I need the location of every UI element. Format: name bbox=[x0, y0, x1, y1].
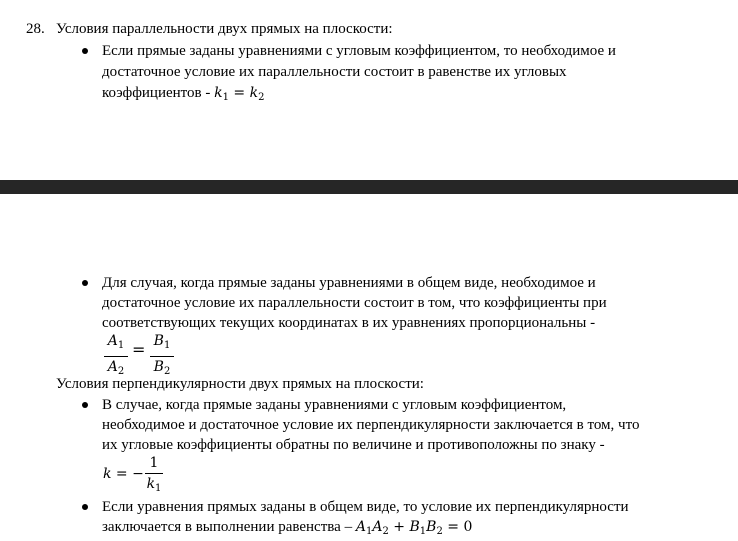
parallel-item1-line2: достаточное условие их параллельности состоит в равенстве их угловых bbox=[102, 64, 567, 80]
parallel-item1-line3 bbox=[102, 84, 264, 107]
perp-item2-line2-text: заключается в выполнении равенства – bbox=[102, 519, 356, 535]
perp-item1-line3: их угловые коэффициенты обратны по величине и противоположны по знаку - bbox=[102, 437, 605, 453]
bullet-icon bbox=[82, 504, 88, 510]
perp-item1-line2: необходимое и достаточное условие их перпендикулярности заключается в том, что bbox=[102, 417, 640, 433]
fraction-b1-b2: $B_1$ $B_2$ bbox=[150, 332, 174, 381]
formula-a1a2-b1b2: $A_1A_2 + B_1B_2 = 0$ bbox=[355, 519, 473, 537]
parallel-item2-line3: соответствующих текущих координатах в их уравнениях пропорциональны - bbox=[102, 315, 596, 331]
parallel-item1-line3-text: коэффициентов - bbox=[102, 85, 215, 101]
fraction-1-over-k1: 1 $k_1$ bbox=[146, 455, 162, 494]
formula-k1-eq-k2: $k_1 = k_2$ bbox=[214, 85, 265, 103]
parallel-item2-line1: Для случая, когда прямые заданы уравнениями в общем виде, необходимое и bbox=[102, 275, 596, 291]
bullet-icon bbox=[82, 402, 88, 408]
formula-k-lhs: k = − bbox=[103, 466, 144, 482]
parallel-item2-line2: достаточное условие их параллельности состоит в том, что коэффициенты при bbox=[102, 295, 607, 311]
bullet-icon bbox=[82, 280, 88, 286]
parallel-item1-line1: Если прямые заданы уравнениями с угловым коэффициентом, то необходимое и bbox=[102, 43, 616, 59]
perpendicular-heading: Условия перпендикулярности двух прямых на плоскости: bbox=[56, 376, 424, 392]
fraction-equals: = bbox=[132, 340, 146, 359]
fraction-a1-a2: $A_1$ $A_2$ bbox=[104, 332, 128, 381]
perp-item2-line1: Если уравнения прямых заданы в общем виде, то условие их перпендикулярности bbox=[102, 499, 629, 515]
perp-item2-line2 bbox=[102, 518, 472, 541]
perp-item1-line1: В случае, когда прямые заданы уравнениями с угловым коэффициентом, bbox=[102, 397, 567, 413]
parallel-heading: Условия параллельности двух прямых на плоскости: bbox=[56, 21, 393, 37]
section-number: 28. bbox=[26, 21, 45, 37]
page-break-divider bbox=[0, 180, 738, 194]
bullet-icon bbox=[82, 48, 88, 54]
